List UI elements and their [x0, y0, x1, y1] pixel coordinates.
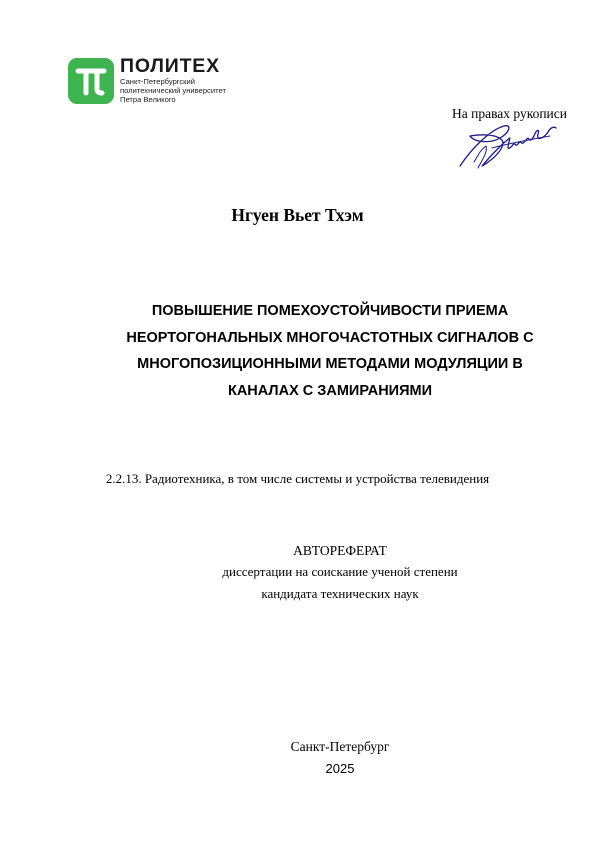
logo-name: ПОЛИТЕХ: [120, 55, 220, 77]
title-line: КАНАЛАХ С ЗАМИРАНИЯМИ: [227, 382, 433, 399]
logo-subtitle-line: Петра Великого: [120, 95, 176, 104]
logo-subtitle-line: политехнический университет: [120, 86, 226, 95]
signature-image: [452, 118, 562, 173]
title-line: НЕОРТОГОНАЛЬНЫХ МНОГОЧАСТОТНЫХ СИГНАЛОВ С: [126, 329, 534, 346]
city: Санкт-Петербург: [290, 739, 390, 754]
manuscript-note: На правах рукописи: [451, 106, 567, 121]
specialty-code: 2.2.13. Радиотехника, в том числе системы и устройства телевидения: [105, 471, 490, 486]
title-line: МНОГОПОЗИЦИОННЫМИ МЕТОДАМИ МОДУЛЯЦИИ В: [137, 356, 523, 372]
year: 2025: [325, 761, 355, 776]
degree-name: кандидата технических наук: [261, 586, 419, 601]
university-logo: [68, 56, 258, 108]
abstract-block: [55, 541, 595, 605]
title-line: ПОВЫШЕНИЕ ПОМЕХОУСТОЙЧИВОСТИ ПРИЕМА: [151, 303, 509, 319]
degree-purpose: диссертации на соискание ученой степени: [222, 564, 458, 579]
logo-subtitle: [120, 77, 226, 104]
logo-subtitle-line: Санкт-Петербургский: [120, 77, 195, 86]
dissertation-title: [85, 298, 575, 404]
pi-logo-icon: [68, 58, 114, 104]
author-name: Нгуен Вьет Тхэм: [231, 205, 364, 225]
document-type: АВТОРЕФЕРАТ: [293, 543, 387, 558]
